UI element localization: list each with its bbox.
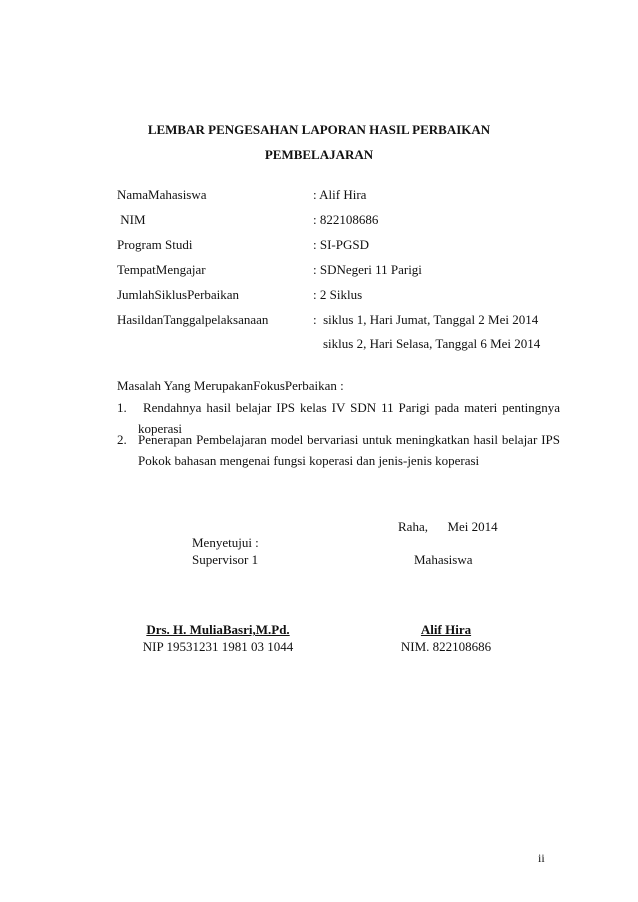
approval-label: Menyetujui : (192, 535, 259, 550)
problem-item-number: 1. (117, 400, 127, 415)
field-value-name: : Alif Hira (313, 187, 367, 202)
field-value-cycle-1: : siklus 1, Hari Jumat, Tanggal 2 Mei 2014 (313, 312, 539, 327)
field-value-program: : SI-PGSD (313, 237, 369, 252)
field-value-cycle-2: siklus 2, Hari Selasa, Tanggal 6 Mei 2014 (323, 336, 541, 351)
student-label: Mahasiswa (414, 552, 473, 567)
problem-heading: Masalah Yang MerupakanFokusPerbaikan : (117, 378, 344, 393)
field-label-teaching-place: TempatMengajar (117, 262, 206, 277)
supervisor-label: Supervisor 1 (192, 552, 259, 567)
field-label-name: NamaMahasiswa (117, 187, 207, 202)
field-value-nim: : 822108686 (313, 212, 379, 227)
field-label-program: Program Studi (117, 237, 193, 252)
student-name-wrap (380, 622, 512, 638)
supervisor-nip: NIP 19531231 1981 03 1044 (142, 639, 294, 654)
page-number: ii (538, 851, 545, 865)
problem-item-text: Rendahnya hasil belajar IPS kelas IV SDN 11 Parigi pada materi pentingnya koperasi (138, 400, 564, 436)
field-label-nim: NIM (117, 212, 146, 227)
field-label-results-dates: HasildanTanggalpelaksanaan (117, 312, 269, 327)
page-title: LEMBAR PENGESAHAN LAPORAN HASIL PERBAIKAN (147, 122, 491, 137)
supervisor-name-wrap (118, 622, 318, 638)
field-value-teaching-place: : SDNegeri 11 Parigi (313, 262, 422, 277)
problem-item-number: 2. (117, 432, 127, 447)
field-label-cycle-count: JumlahSiklusPerbaikan (117, 287, 240, 302)
supervisor-name: Drs. H. MuliaBasri,M.Pd. (146, 622, 290, 637)
student-nim: NIM. 822108686 (400, 639, 492, 654)
student-name: Alif Hira (420, 622, 472, 637)
problem-item-text: Penerapan Pembelajaran model bervariasi untuk meningkatkan hasil belajar IPS Pokok bahasan mengenai fungsi koperasi dan jenis-jenis koperasi (138, 432, 560, 468)
place-date: Raha, Mei 2014 (398, 519, 498, 534)
problem-item-2 (117, 429, 560, 471)
field-value-cycle-count: : 2 Siklus (313, 287, 363, 302)
page-title-continuation: PEMBELAJARAN (264, 147, 374, 162)
